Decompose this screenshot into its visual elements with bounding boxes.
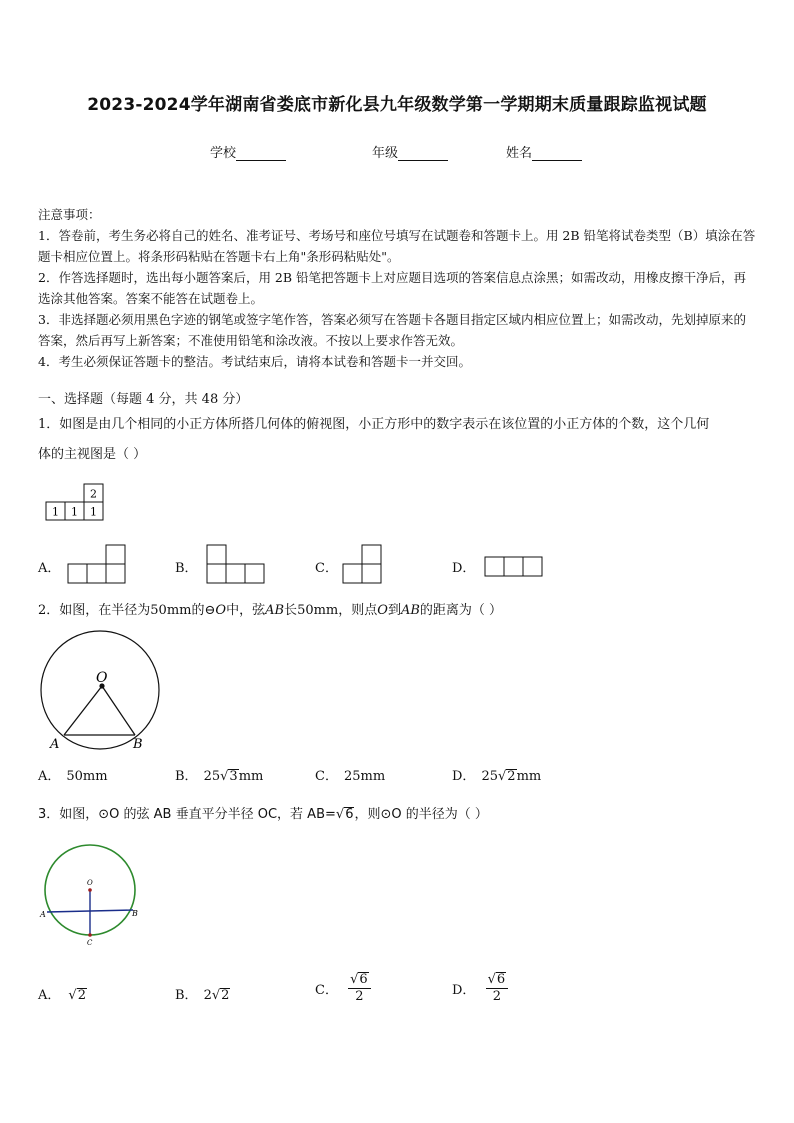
- note-item: 1．答卷前，考生务必将自己的姓名、准考证号、考场号和座位号填写在试题卷和答题卡上。用 2B 铅笔将试卷类型（B）填涂在答题卡相应位置上。将条形码粘贴在答题卡右上角"条形码粘贴处"。: [38, 228, 756, 264]
- q3-label-c: C: [87, 939, 93, 947]
- q2-chord-ab: AB: [265, 603, 285, 618]
- q3-option-b[interactable]: [175, 984, 230, 1003]
- grade-label: 年级: [372, 146, 399, 161]
- q2-option-d-unit: mm: [516, 769, 542, 784]
- q2-circle-symbol: ⊖: [204, 603, 216, 618]
- question-1-text-line1: 1．如图是由几个相同的小正方体所搭几何体的俯视图，小正方形中的数字表示在该位置的小正方体的个数，这个几何: [38, 417, 710, 432]
- q2-option-c[interactable]: [315, 765, 385, 784]
- q2-radius: 50mm: [150, 603, 192, 618]
- q3-option-a-label: A．: [38, 988, 61, 1003]
- q2-chord-length: 50mm: [297, 603, 339, 618]
- q2-option-d[interactable]: [452, 765, 541, 784]
- question-1-text-line2: 体的主视图是（ ）: [38, 447, 147, 462]
- q3-option-a[interactable]: [38, 984, 87, 1003]
- q3-option-c-denominator: 2: [355, 989, 364, 1004]
- q3-option-b-label: B．: [175, 988, 198, 1003]
- q2-text-mid1: 的: [191, 603, 205, 618]
- sqrt-icon: √: [497, 769, 507, 784]
- sqrt-icon: √: [68, 988, 77, 1003]
- q3-option-d-denominator: 2: [492, 989, 501, 1004]
- q3-option-b-radicand: 2: [221, 988, 230, 1003]
- school-blank[interactable]: [236, 149, 286, 161]
- q3-text-end: ，则⊙O 的半径为（ ）: [354, 807, 488, 822]
- q3-option-d-radicand: 6: [496, 972, 506, 987]
- sqrt-icon: √: [350, 972, 359, 987]
- school-label: 学校: [210, 146, 237, 161]
- notes-heading: 注意事项：: [38, 207, 101, 222]
- question-1: [38, 410, 760, 470]
- sqrt-icon: √: [487, 972, 496, 987]
- note-item: 4．考生必须保证答题卡的整洁。考试结束后，请将本试卷和答题卡一并交回。: [38, 354, 471, 369]
- grade-blank[interactable]: [398, 149, 448, 161]
- q2-text-mid5: 到: [387, 603, 401, 618]
- question-3: [38, 800, 760, 830]
- q3-text-pre: 3．如图，⊙O 的弦 AB 垂直平分半径 OC，若 AB=: [38, 807, 336, 822]
- name-label: 姓名: [506, 146, 533, 161]
- q3-option-c-fraction: [348, 972, 371, 1005]
- q2-text-pre: 2．如图，在半径为: [38, 603, 151, 618]
- grid-top-value: 2: [90, 487, 97, 501]
- q2-option-d-label: D．: [452, 769, 476, 784]
- q1-option-d-figure[interactable]: [483, 555, 547, 579]
- question-2: [38, 596, 760, 626]
- q2-option-b-radicand: 3: [229, 769, 238, 784]
- note-item: 2．作答选择题时，选出每小题答案后，用 2B 铅笔把答题卡上对应题目选项的答案信息点涂黑；如需改动，用橡皮擦干净后，再选涂其他答案。答案不能答在试题卷上。: [38, 270, 747, 306]
- q2-text-mid3: 长: [284, 603, 298, 618]
- sqrt-icon: √: [211, 988, 221, 1003]
- q2-center-o: O: [215, 603, 227, 618]
- q3-option-b-coef: 2: [203, 988, 212, 1003]
- q3-circle-figure: [36, 838, 148, 950]
- q3-label-b: B: [132, 909, 138, 918]
- q2-option-a-value: 50mm: [66, 769, 108, 784]
- sqrt-icon: √: [220, 769, 229, 784]
- q2-option-b-label: B．: [175, 769, 198, 784]
- q2-option-a[interactable]: [38, 765, 108, 784]
- q1-option-c-figure[interactable]: [341, 543, 385, 585]
- q2-text-mid2: 中，弦: [226, 603, 266, 618]
- q2-option-b-unit: mm: [238, 769, 264, 784]
- q2-text-end: 的距离为（ ）: [419, 603, 503, 618]
- q2-line-ab: AB: [400, 603, 420, 618]
- q3-option-c[interactable]: [315, 972, 371, 1005]
- q2-option-b[interactable]: [175, 765, 263, 784]
- q1-option-a-figure[interactable]: [66, 543, 128, 585]
- q1-option-d-label[interactable]: D．: [452, 561, 476, 576]
- q3-option-d[interactable]: [452, 972, 508, 1005]
- q3-option-c-label: C．: [315, 983, 338, 998]
- q3-label-o: O: [87, 879, 93, 887]
- q3-option-a-radicand: 2: [77, 988, 86, 1003]
- grid-bottom-value-2: 1: [71, 505, 78, 519]
- q2-point-o: O: [377, 603, 388, 618]
- note-item: 3．非选择题必须用黑色字迹的钢笔或签字笔作答，答案必须写在答题卡各题目指定区域内相应位置上；如需改动，先划掉原来的答案，然后再写上新答案；不准使用铅笔和涂改液。不按以上要求作答无效。: [38, 312, 746, 348]
- q3-label-a: A: [40, 910, 46, 919]
- q2-option-d-coef: 25: [481, 769, 498, 784]
- q2-option-d-radicand: 2: [507, 769, 516, 784]
- q2-option-c-value: 25mm: [343, 769, 386, 784]
- q2-label-a: A: [50, 737, 60, 752]
- q2-label-b: B: [133, 737, 143, 752]
- q3-option-d-fraction: [486, 972, 509, 1005]
- q2-option-c-label: C．: [315, 769, 338, 784]
- q1-option-a-label[interactable]: A．: [38, 561, 61, 576]
- notes-block: [38, 204, 758, 372]
- page-title: 2023-2024学年湖南省娄底市新化县九年级数学第一学期期末质量跟踪监视试题: [87, 95, 707, 115]
- q1-option-b-figure[interactable]: [205, 543, 267, 585]
- sqrt-icon: √: [335, 807, 345, 822]
- school-field[interactable]: [210, 142, 286, 161]
- q3-radicand: 6: [345, 807, 354, 822]
- q2-option-a-label: A．: [38, 769, 61, 784]
- q3-option-c-radicand: 6: [359, 972, 368, 987]
- name-field[interactable]: [506, 142, 582, 161]
- section-heading: 一、选择题（每题 4 分，共 48 分）: [38, 392, 249, 407]
- q3-option-d-label: D．: [452, 983, 476, 998]
- q1-option-c-label[interactable]: C．: [315, 561, 338, 576]
- grid-bottom-value-1: 1: [52, 505, 59, 519]
- name-blank[interactable]: [532, 149, 582, 161]
- q2-option-b-coef: 25: [203, 769, 221, 784]
- q2-text-mid4: ，则点: [338, 603, 378, 618]
- top-view-grid: [42, 482, 108, 522]
- grid-bottom-value-3: 1: [90, 505, 97, 519]
- q1-option-b-label[interactable]: B．: [175, 561, 198, 576]
- q2-circle-figure: [36, 628, 166, 754]
- grade-field[interactable]: [372, 142, 448, 161]
- q2-label-o: O: [96, 670, 108, 686]
